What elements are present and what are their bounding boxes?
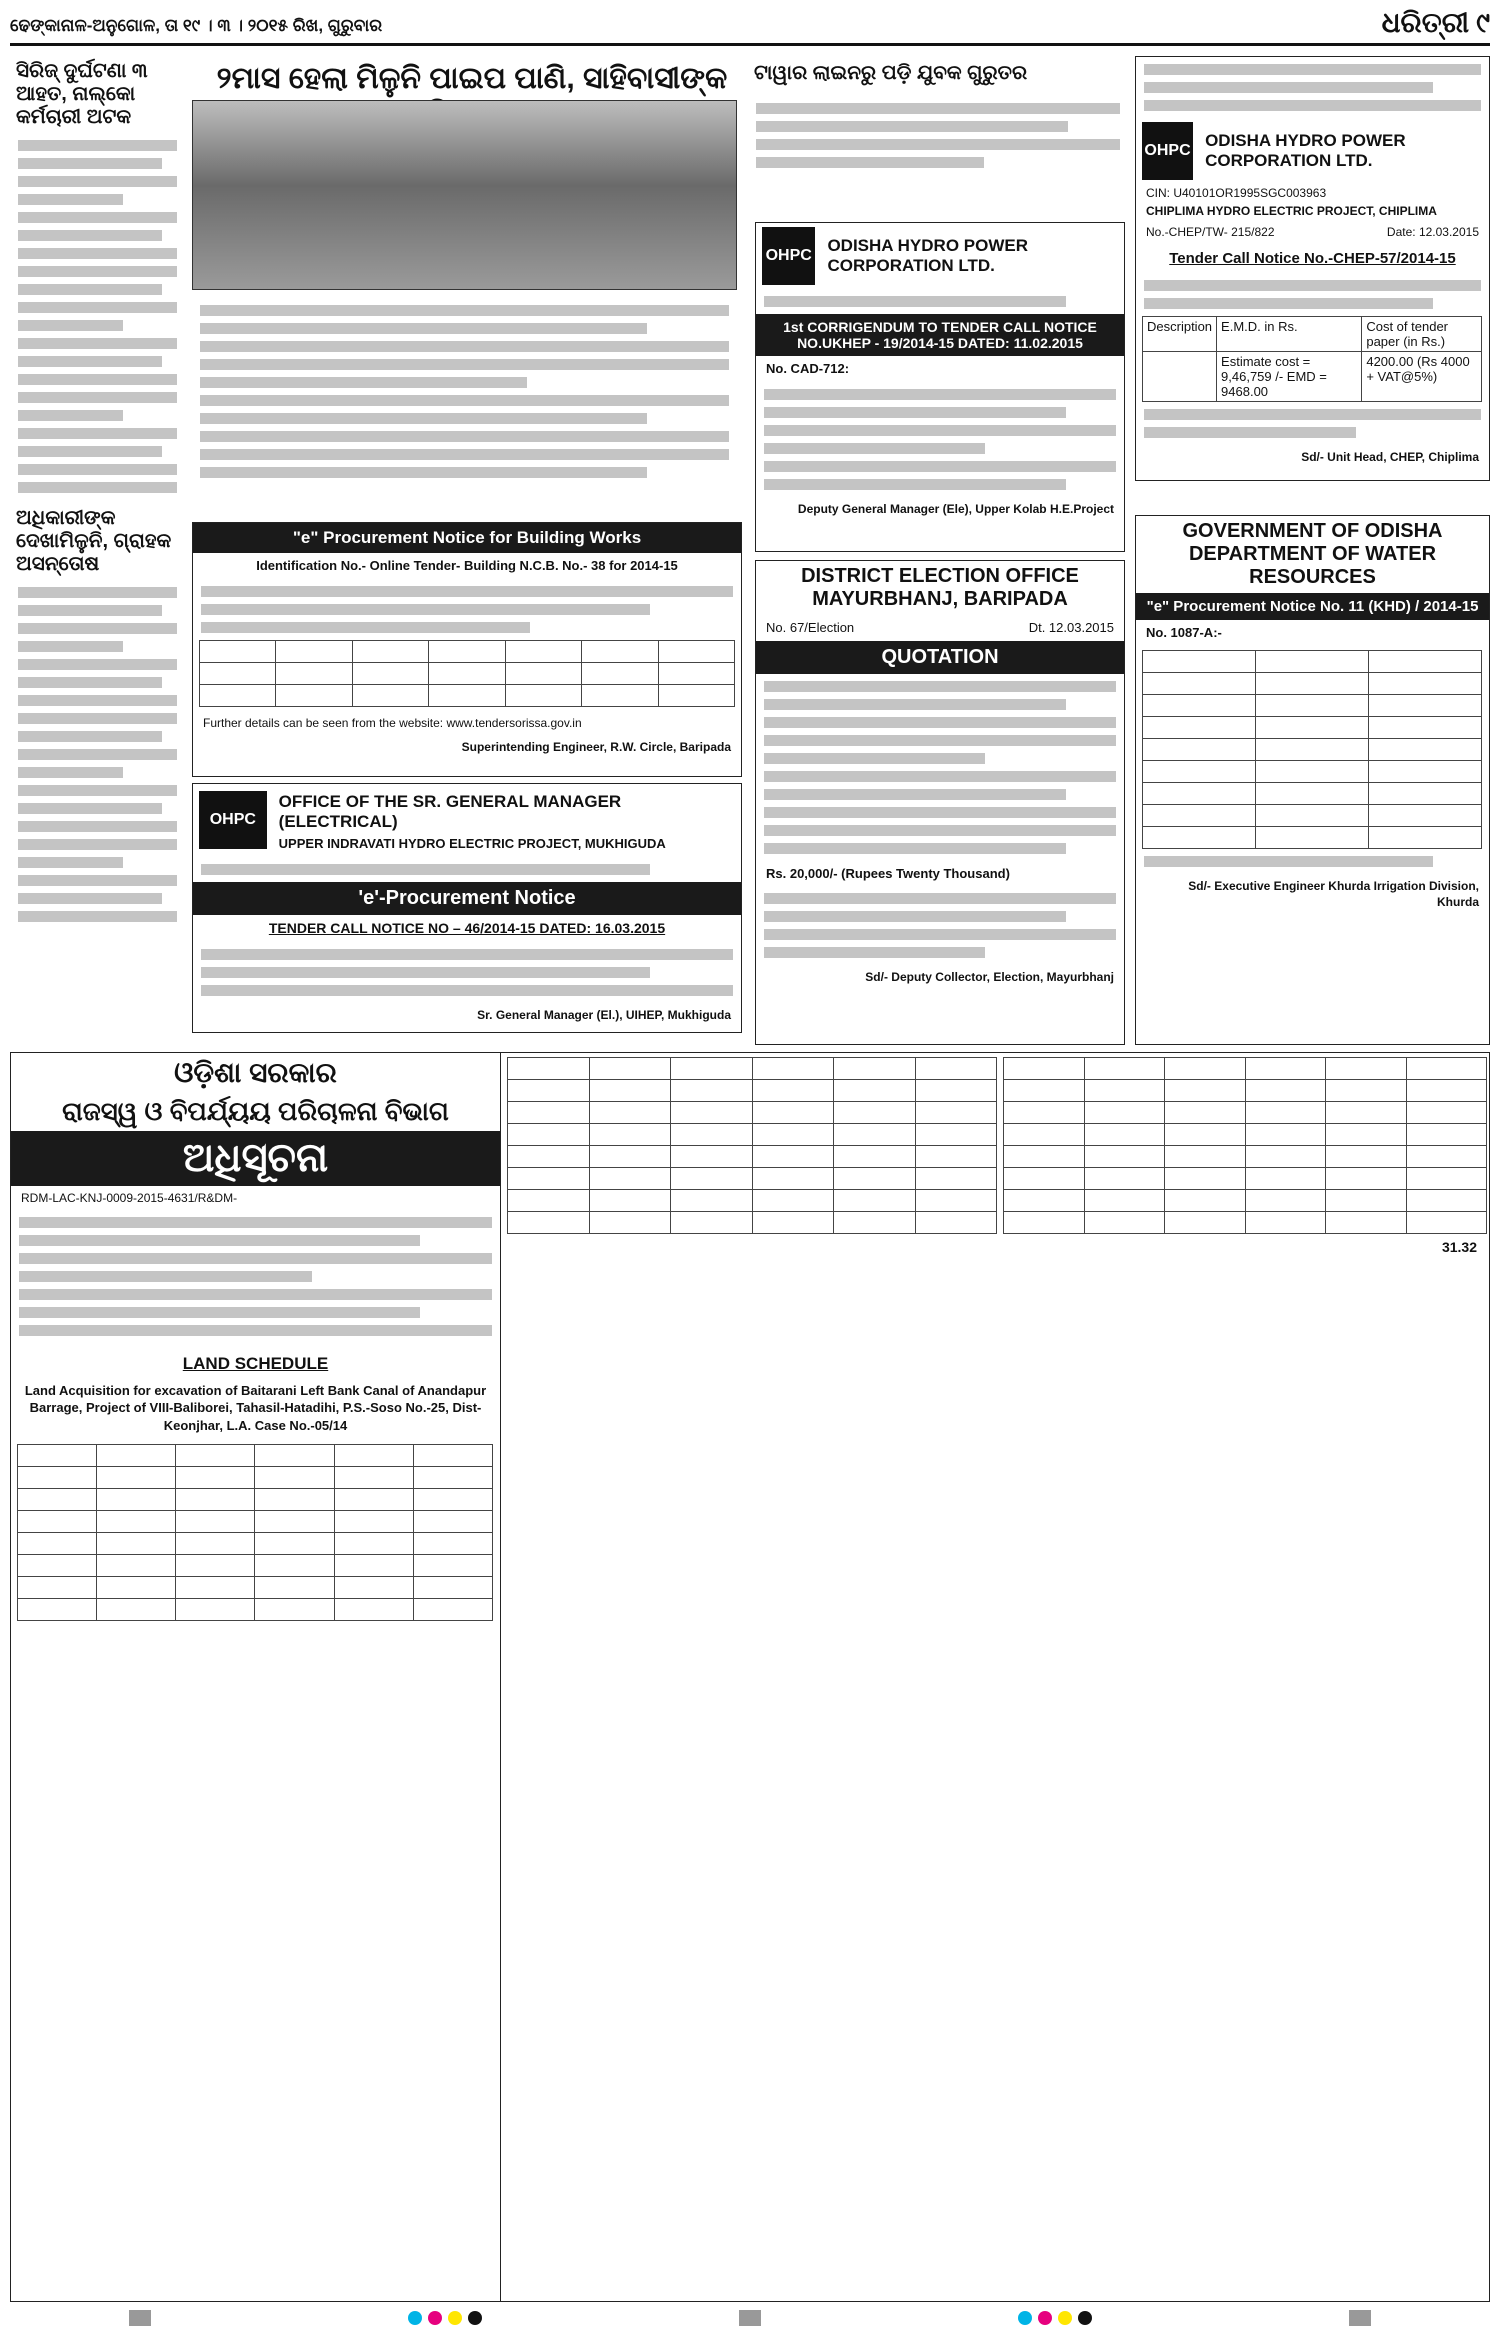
chiplima-date: Date: 12.03.2015 xyxy=(1386,225,1479,240)
lead-headline: ୨ମାସ ହେଲା ମିଳୁନି ପାଇପ ପାଣି, ସାହିବାସୀଙ୍କ xyxy=(216,62,728,95)
revenue-govt: ଓଡ଼ିଶା ସରକାର xyxy=(174,1057,337,1088)
chiplima-cin: CIN: U40101OR1995SGC003963 xyxy=(1146,186,1327,200)
chiplima-emd: Estimate cost = 9,46,759 /- EMD = 9468.00 xyxy=(1217,351,1362,401)
revenue-dept: ରାଜସ୍ୱ ଓ ବିପର୍ଯ୍ୟୟ ପରିଚାଳନା ବିଭାଗ xyxy=(62,1096,449,1127)
rural-ident: Identification No.- Online Tender- Building N.C.B. No.- 38 for 2014-15 xyxy=(256,558,678,573)
ohpc-logo: OHPC xyxy=(1142,122,1193,180)
indravati-title: OFFICE OF THE SR. GENERAL MANAGER (ELECTRICAL) xyxy=(278,792,622,831)
revenue-ref: RDM-LAC-KNJ-0009-2015-4631/R&DM- xyxy=(21,1191,238,1206)
rural-sign: Superintending Engineer, R.W. Circle, Baripada xyxy=(461,739,731,754)
water-notice xyxy=(1135,515,1490,1045)
ohpc-logo: OHPC xyxy=(199,791,267,849)
election-title: DISTRICT ELECTION OFFICE MAYURBHANJ, BARIPADA xyxy=(801,565,1079,610)
rural-notice xyxy=(192,522,742,777)
kolab-notice xyxy=(755,222,1125,552)
print-marks xyxy=(0,2305,1500,2335)
indravati-subtitle: UPPER INDRAVATI HYDRO ELECTRIC PROJECT, MUKHIGUDA xyxy=(278,836,666,852)
revenue-notice xyxy=(10,1052,1490,2302)
schedule-table-3 xyxy=(1003,1057,1487,1234)
ohpc-logo: OHPC xyxy=(762,227,815,285)
water-title: GOVERNMENT OF ODISHA DEPARTMENT OF WATER RESOURCES xyxy=(1182,520,1443,588)
indravati-band: 'e'-Procurement Notice xyxy=(193,882,741,915)
page-number: ୯ xyxy=(1476,8,1490,39)
water-sign: Sd/- Executive Engineer Khurda Irrigation Division, Khurda xyxy=(1188,878,1479,909)
election-no: No. 67/Election xyxy=(766,620,855,635)
masthead-brand: ଧରିତ୍ରୀ ୯ xyxy=(1381,8,1490,39)
lead-body xyxy=(192,298,737,518)
revenue-band: ଅଧିସୂଚନା xyxy=(11,1131,500,1186)
chiplima-table xyxy=(1142,316,1482,402)
dateline: ଢେଙ୍କାନାଳ-ଅନୁଗୋଳ, ତା ୧୯ । ୩ । ୨୦୧୫ ରିଖ, ଗୁରୁବାର xyxy=(10,16,383,35)
chiplima-ref: No.-CHEP/TW- 215/822 xyxy=(1146,225,1275,240)
tower-body xyxy=(748,96,1128,216)
chiplima-project: CHIPLIMA HYDRO ELECTRIC PROJECT, CHIPLIMA xyxy=(1146,204,1437,219)
col1-headline: ସିରିଜ୍ ଦୁର୍ଘଟଣା ୩ ଆହତ, ନାଲ୍କୋ କର୍ମଚାରୀ ଅଟକ xyxy=(16,60,148,128)
indravati-sign: Sr. General Manager (El.), UIHEP, Mukhiguda xyxy=(477,1007,731,1022)
schedule-table-1 xyxy=(17,1444,493,1621)
election-amount: Rs. 20,000/- (Rupees Twenty Thousand) xyxy=(766,865,1010,881)
election-notice xyxy=(755,560,1125,1045)
news-col1 xyxy=(10,56,185,1056)
election-band: QUOTATION xyxy=(756,641,1124,674)
chiplima-cost-head: Cost of tender paper (in Rs.) xyxy=(1362,316,1482,351)
indravati-notice xyxy=(192,783,742,1033)
schedule-desc: Land Acquisition for excavation of Baitarani Left Bank Canal of Anandapur Barrage, Project of VIII-Baliborei, Tahasil-Hatadihi, P.S.-Soso No.-25, Dist-Keonjhar, L.A. Case No.-05/14 xyxy=(24,1382,487,1433)
chiplima-desc-head: Description xyxy=(1143,316,1217,351)
kolab-sign: Deputy General Manager (Ele), Upper Kolab H.E.Project xyxy=(797,501,1114,516)
rural-table xyxy=(199,640,735,707)
water-ref: No. 1087-A:- xyxy=(1146,625,1222,640)
chiplima-sign: Sd/- Unit Head, CHEP, Chiplima xyxy=(1301,449,1479,464)
kolab-title: ODISHA HYDRO POWER CORPORATION LTD. xyxy=(827,236,1028,275)
col1-sub-headline: ଅଧିକାରୀଙ୍କ ଦେଖାମିଳୁନି, ଗ୍ରାହକ ଅସନ୍ତୋଷ xyxy=(16,507,172,575)
chiplima-title: ODISHA HYDRO POWER CORPORATION LTD. xyxy=(1205,131,1406,170)
kolab-ref: No. CAD-712: xyxy=(766,361,850,376)
schedule-table-2 xyxy=(507,1057,997,1234)
chiplima-notice xyxy=(1135,56,1490,481)
kolab-corrigendum: 1st CORRIGENDUM TO TENDER CALL NOTICE NO.UKHEP - 19/2014-15 DATED: 11.02.2015 xyxy=(756,314,1124,356)
schedule-total: 31.32 xyxy=(1441,1239,1477,1255)
chiplima-cost: 4200.00 (Rs 4000 + VAT@5%) xyxy=(1362,351,1482,401)
chiplima-notice-title: Tender Call Notice No.-CHEP-57/2014-15 xyxy=(1169,249,1456,267)
rural-title: "e" Procurement Notice for Building Works xyxy=(193,523,741,553)
election-sign: Sd/- Deputy Collector, Election, Mayurbhanj xyxy=(865,970,1114,985)
water-band: "e" Procurement Notice No. 11 (KHD) / 2014-15 xyxy=(1136,593,1489,620)
tower-headline: ଟାୱାର ଲାଇନରୁ ପଡ଼ି ଯୁବକ ଗୁରୁତର xyxy=(754,62,1028,84)
schedule-title: LAND SCHEDULE xyxy=(182,1354,329,1374)
masthead xyxy=(10,6,1490,46)
election-date: Dt. 12.03.2015 xyxy=(1028,620,1114,635)
water-table xyxy=(1142,650,1482,849)
rural-website: Further details can be seen from the website: www.tendersorissa.gov.in xyxy=(203,715,582,730)
protest-photo xyxy=(192,100,737,290)
chiplima-emd-head: E.M.D. in Rs. xyxy=(1217,316,1362,351)
indravati-tender: TENDER CALL NOTICE NO – 46/2014-15 DATED: 16.03.2015 xyxy=(268,919,666,936)
